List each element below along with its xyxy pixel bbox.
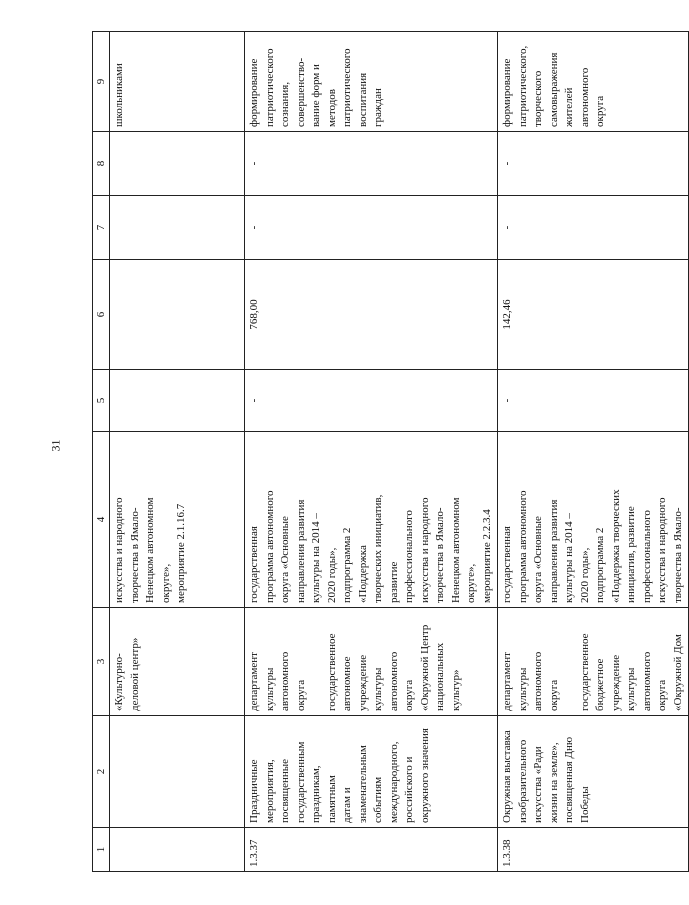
header-cell: 6 — [93, 260, 110, 370]
header-cell: 1 — [93, 828, 110, 872]
header-cell: 7 — [93, 196, 110, 260]
col5-cell: - — [498, 370, 689, 432]
header-cell: 5 — [93, 370, 110, 432]
row-number: 1.3.38 — [498, 828, 689, 872]
col7-cell: - — [498, 196, 689, 260]
row-number — [110, 828, 245, 872]
table-row — [245, 32, 498, 872]
event-name — [110, 716, 245, 828]
executor-cell: департамент культуры автономного округа государственное автономное учреждение культуры автономного округа «Окружной Центр национальных культур» — [245, 608, 498, 716]
executor-cell: «Культурно- деловой центр» — [110, 608, 245, 716]
funding-cell: 768,00 — [245, 260, 498, 370]
executor-cell: департамент культуры автономного округа государственное бюджетное учреждение культуры автономного округа «Окружной Дом — [498, 608, 689, 716]
col7-cell — [110, 196, 245, 260]
header-cell: 9 — [93, 32, 110, 132]
page-number: 31 — [48, 439, 63, 452]
rotated-page-content — [92, 32, 684, 872]
program-cell: государственная программа автономного округа «Основные направления развития культуры на 2014 – 2020 годы», подпрограмма 2 «Поддержка творческих инициатив, развитие профессионального искусства и народного творчества в Ямало- — [498, 432, 689, 608]
col8-cell: - — [245, 132, 498, 196]
result-cell: формирование патриотического сознания, совершенство- вание форм и методов патриотического воспитания граждан — [245, 32, 498, 132]
funding-cell: 142,46 — [498, 260, 689, 370]
event-name: Праздничные мероприятия, посвященные государственным праздникам, памятным датам и знаменательным событиям международного, российского и окружного значения — [245, 716, 498, 828]
header-cell: 3 — [93, 608, 110, 716]
result-cell: формирование патриотического, творческого самовыражения жителей автономного округа — [498, 32, 689, 132]
col5-cell — [110, 370, 245, 432]
program-cell: государственная программа автономного округа «Основные направления развития культуры на 2014 – 2020 годы», подпрограмма 2 «Поддержка творческих инициатив, развитие профессионального искусства и народного творчества в Ямало- Ненецком автономном округе», мероприятие 2.2.3.4 — [245, 432, 498, 608]
header-cell: 4 — [93, 432, 110, 608]
header-row — [93, 32, 110, 872]
col8-cell: - — [498, 132, 689, 196]
col7-cell: - — [245, 196, 498, 260]
row-number: 1.3.37 — [245, 828, 498, 872]
col5-cell: - — [245, 370, 498, 432]
col8-cell — [110, 132, 245, 196]
table-row — [110, 32, 245, 872]
header-cell: 2 — [93, 716, 110, 828]
table-row — [498, 32, 689, 872]
header-cell: 8 — [93, 132, 110, 196]
event-name: Окружная выставка изобразительного искусства «Ради жизни на земле», посвященная Дню Победы — [498, 716, 689, 828]
program-cell: искусства и народного творчества в Ямало- Ненецком автономном округе», мероприятие 2.1.16.7 — [110, 432, 245, 608]
plan-table — [92, 31, 689, 872]
funding-cell — [110, 260, 245, 370]
result-cell: школьниками — [110, 32, 245, 132]
